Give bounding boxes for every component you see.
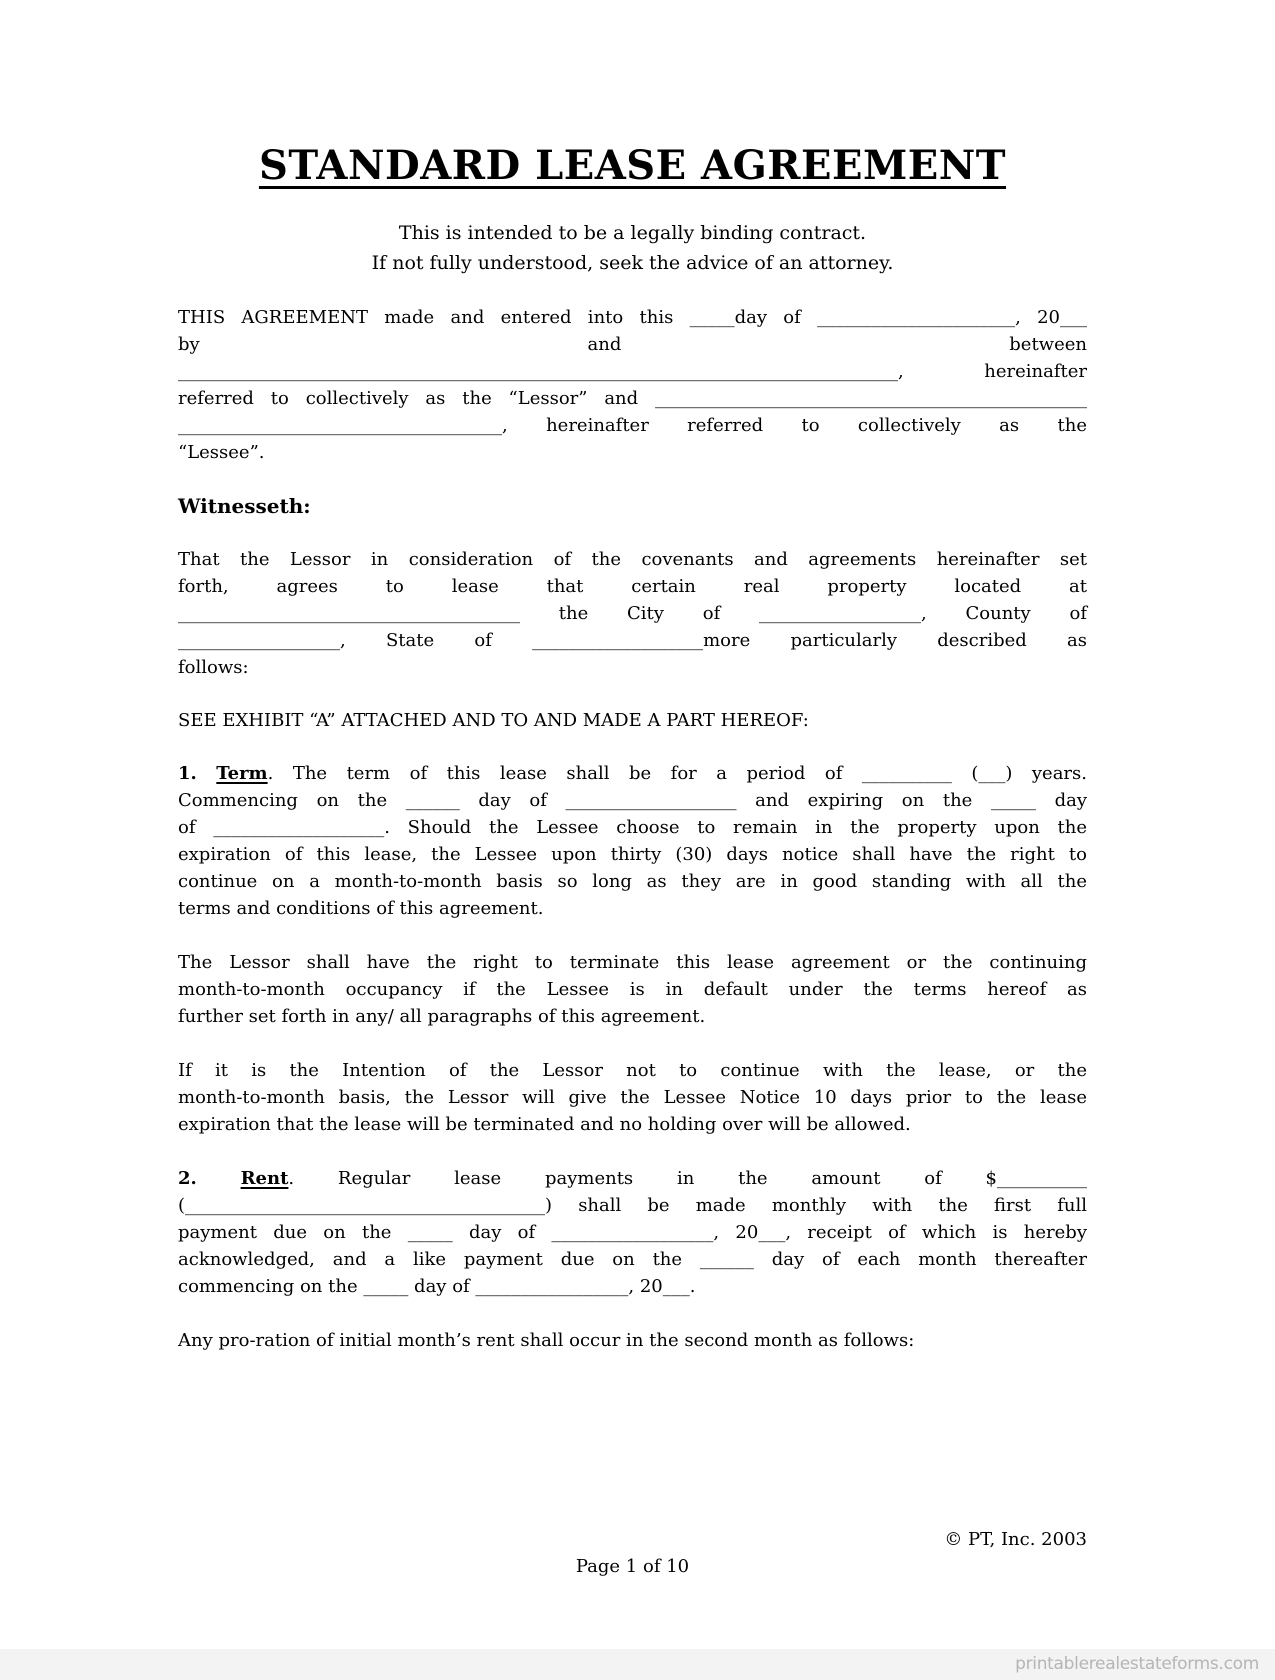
rent-first-line-rest: . Regular lease payments in the amount of $__________	[288, 1168, 1087, 1189]
page-number: Page 1 of 10	[575, 1556, 690, 1577]
intention-line: If it is the Intention of the Lessor not to continue with the lease, or the	[178, 1060, 1087, 1081]
exhibit-line: SEE EXHIBIT “A” ATTACHED AND TO AND MADE A PART HEREOF:	[178, 710, 809, 731]
intro-line: by and between	[178, 334, 1087, 355]
rent-line: acknowledged, and a like payment due on the ______ day of each month thereafter	[178, 1249, 1087, 1270]
proration-line: Any pro-ration of initial month’s rent shall occur in the second month as follows:	[178, 1330, 915, 1351]
rent-line: (________________________________________) shall be made monthly with the first full	[178, 1195, 1087, 1216]
intro-line: “Lessee”.	[178, 442, 265, 463]
termination-line: The Lessor shall have the right to terminate this lease agreement or the continuing	[178, 952, 1087, 973]
term-section-number: 1.	[178, 763, 197, 784]
intention-paragraph	[178, 1057, 1087, 1138]
intention-line: expiration that the lease will be terminated and no holding over will be allowed.	[178, 1114, 911, 1135]
copyright-text: © PT, Inc. 2003	[944, 1529, 1087, 1550]
term-line: Commencing on the ______ day of ___________________ and expiring on the _____ day	[178, 790, 1087, 811]
rent-section	[178, 1165, 1087, 1300]
termination-line: month-to-month occupancy if the Lessee is in default under the terms hereof as	[178, 979, 1087, 1000]
rent-section-label: Rent	[240, 1168, 289, 1189]
intro-paragraph	[178, 304, 1087, 466]
notice-line-1: This is intended to be a legally binding contract.	[398, 222, 867, 244]
consideration-line: __________________, State of ___________________more particularly described as	[178, 630, 1087, 651]
notice-line-2: If not fully understood, seek the advice of an attorney.	[371, 252, 894, 274]
document-title-text: STANDARD LEASE AGREEMENT	[258, 142, 1007, 189]
intention-line: month-to-month basis, the Lessor will give the Lessee Notice 10 days prior to the lease	[178, 1087, 1087, 1108]
consideration-line: follows:	[178, 657, 249, 678]
term-first-line-rest: . The term of this lease shall be for a period of __________ (___) years.	[267, 763, 1087, 784]
consideration-line: ______________________________________ the City of __________________, County of	[178, 603, 1087, 624]
termination-line: further set forth in any/ all paragraphs of this agreement.	[178, 1006, 706, 1027]
legal-notice	[178, 218, 1087, 278]
consideration-paragraph	[178, 546, 1087, 681]
intro-line: referred to collectively as the “Lessor” and ________________________________________________	[178, 388, 1087, 409]
rent-line: payment due on the _____ day of __________________, 20___, receipt of which is hereby	[178, 1222, 1087, 1243]
rent-first-line	[178, 1165, 1087, 1192]
exhibit-paragraph	[178, 707, 1087, 734]
term-line: of ___________________. Should the Lessee choose to remain in the property upon the	[178, 817, 1087, 838]
intro-line: ____________________________________, hereinafter referred to collectively as the	[178, 415, 1087, 436]
consideration-line: That the Lessor in consideration of the covenants and agreements hereinafter set	[178, 549, 1087, 570]
document-content	[178, 0, 1087, 1580]
rent-section-number: 2.	[178, 1168, 197, 1189]
term-line: terms and conditions of this agreement.	[178, 898, 544, 919]
term-first-line	[178, 760, 1087, 787]
term-line: expiration of this lease, the Lessee upon thirty (30) days notice shall have the right to	[178, 844, 1087, 865]
witnesseth-heading: Witnesseth:	[178, 494, 311, 518]
term-section-label: Term	[216, 763, 268, 784]
watermark-bar	[0, 1649, 1275, 1680]
proration-paragraph	[178, 1327, 1087, 1354]
consideration-line: forth, agrees to lease that certain real property located at	[178, 576, 1087, 597]
rent-line: commencing on the _____ day of _________________, 20___.	[178, 1276, 696, 1297]
term-line: continue on a month-to-month basis so long as they are in good standing with all the	[178, 871, 1087, 892]
document-title	[178, 142, 1087, 190]
watermark-text: printablerealestateforms.com	[1015, 1654, 1259, 1674]
intro-line: THIS AGREEMENT made and entered into this _____day of ______________________, 20___	[178, 307, 1087, 328]
termination-paragraph	[178, 949, 1087, 1030]
term-section	[178, 760, 1087, 922]
intro-line: ________________________________________________________________________________, hereinafter	[178, 361, 1087, 382]
